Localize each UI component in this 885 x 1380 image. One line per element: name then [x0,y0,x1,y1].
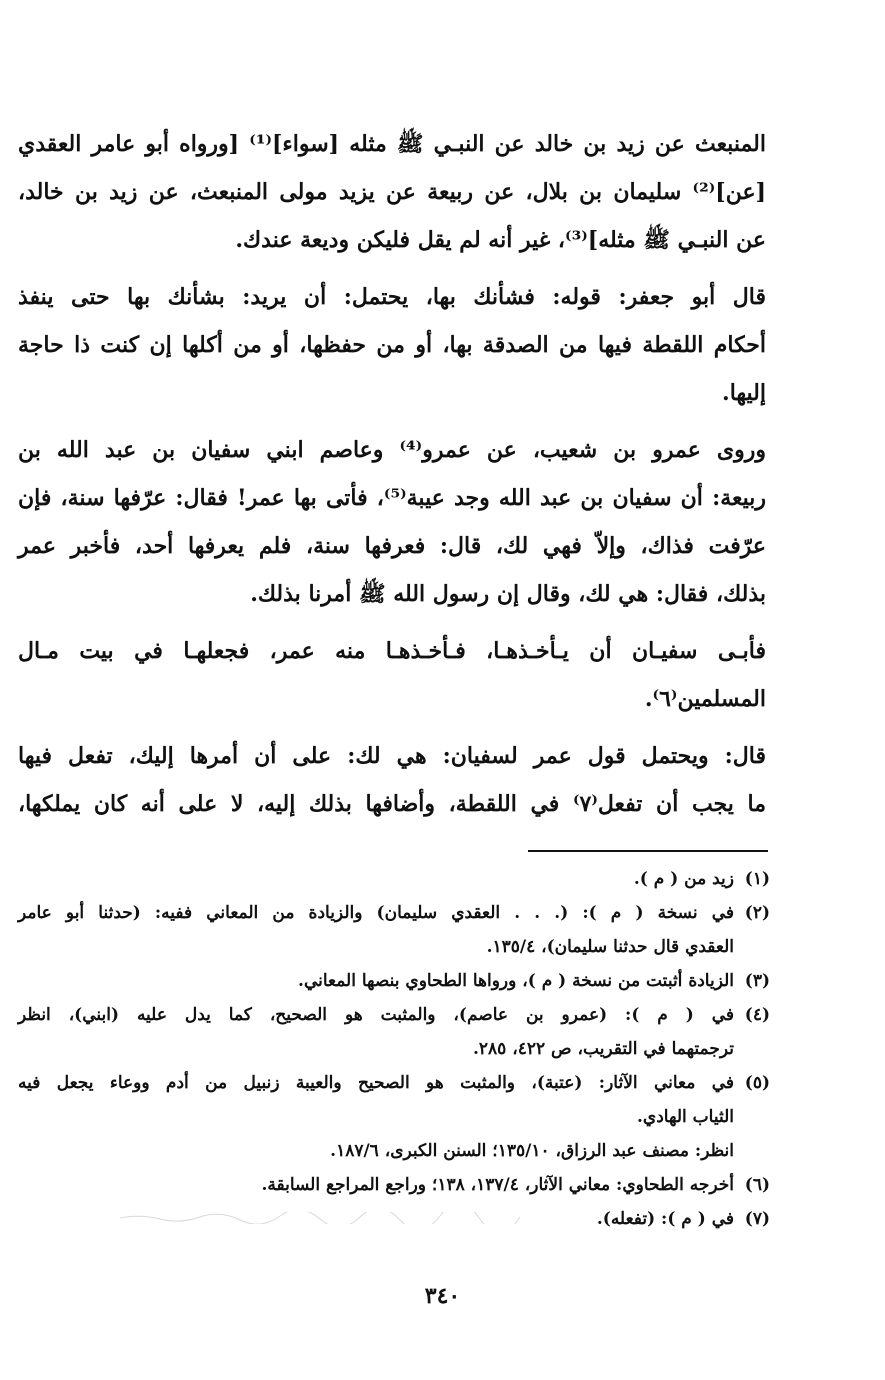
paragraph-3 [18,426,766,618]
main-text [18,120,766,837]
footnote-number: (٢) [744,903,770,923]
footnote-text: في معاني الآثار: (عتبة)، والمثبت هو الصحيح والعيبة زنبيل من أدم ووعاء يجعل فيه [18,1073,734,1093]
footnote-text: الزيادة أثبتت من نسخة ( م )، ورواها الطحاوي بنصها المعاني. [298,971,734,991]
paragraph-4 [18,627,766,723]
footnote-2 [18,896,770,964]
text-line: عن النبـي ﷺ مثله]⁽³⁾، غير أنه لم يقل فليكن وديعة عندك. [235,227,766,253]
footnote-text: أخرجه الطحاوي: معاني الآثار، ١٣٧/٤، ١٣٨؛ وراجع المراجع السابقة. [261,1175,734,1195]
footnote-1 [18,862,770,896]
text-line: أحكام اللقطة فيها من الصدقة بها، أو من حفظها، أو من أكلها إن كنت ذا حاجة [18,332,766,358]
text-line: ربيعة: أن سفيان بن عبد الله وجد عيبة⁽⁵⁾، فأتى بها عمر! فقال: عرّفها سنة، فإن [18,485,766,511]
footnote-6 [18,1168,770,1202]
footnote-number: (١) [744,869,770,889]
text-line: ما يجب أن تفعل⁽٧⁾ في اللقطة، وأضافها بذلك إليه، لا على أنه كان يملكها، [18,791,766,817]
text-line: المسلمين⁽٦⁾. [644,686,766,712]
page-number: ٣٤٠ [424,1283,461,1309]
footnote-3 [18,964,770,998]
footnote-number: (٥) [744,1073,770,1093]
text-line: إليها. [722,380,766,406]
text-line: قال: ويحتمل قول عمر لسفيان: هي لك: على أن أمرها إليك، تفعل فيها [18,743,766,769]
text-line: وروى عمرو بن شعيب، عن عمرو⁽⁴⁾ وعاصم ابني سفيان بن عبد الله بن [18,437,766,463]
text-line: قال أبو جعفر: قوله: فشأنك بها، يحتمل: أن يريد: بشأنك بها حتى ينفذ [18,284,766,310]
text-line: بذلك، فقال: هي لك، وقال إن رسول الله ﷺ أمرنا بذلك. [250,581,766,607]
text-line: [عن]⁽²⁾ سليمان بن بلال، عن ربيعة عن يزيد مولى المنبعث، عن زيد بن خالد، [18,179,766,205]
footnotes [18,862,770,1236]
footnote-number: (٤) [744,1005,770,1025]
footnote-text: الثياب الهادي. [637,1107,734,1127]
paragraph-5 [18,732,766,828]
footnote-text: زيد من ( م ). [633,869,734,889]
text-line: المنبعث عن زيد بن خالد عن النبـي ﷺ مثله [سواء]⁽¹⁾ [ورواه أبو عامر العقدي [18,131,766,157]
footnote-text: في ( م ): (تفعله). [596,1209,734,1229]
footnote-4 [18,998,770,1066]
paragraph-2 [18,273,766,417]
paragraph-1 [18,120,766,264]
text-line: فأبـى سفيـان أن يـأخـذهـا، فـأخـذهـا منه عمر، فجعلهـا في بيت مـال [18,638,766,664]
footnote-number: (٦) [744,1175,770,1195]
footnote-5 [18,1066,770,1168]
footnote-text: في ( م ): (عمرو بن عاصم)، والمثبت هو الصحيح، كما يدل عليه (ابني)، انظر [18,1005,734,1025]
footnote-number: (٣) [744,971,770,991]
footnote-text: انظر: مصنف عبد الرزاق، ١٣٥/١٠؛ السنن الكبرى، ١٨٧/٦. [330,1141,734,1161]
text-line: عرّفت فذاك، وإلاّ فهي لك، قال: فعرفها سنة، فلم يعرفها أحد، فأخبر عمر [18,533,766,559]
footnote-separator [528,850,768,852]
footnote-number: (٧) [744,1209,770,1229]
footnote-text: ترجمتهما في التقريب، ص ٤٢٢، ٢٨٥. [472,1039,734,1059]
scan-noise [120,1212,540,1224]
footnote-text: في نسخة ( م ): (. . . العقدي سليمان) والزيادة من المعاني ففيه: (حدثنا أبو عامر [18,903,734,923]
footnote-text: العقدي قال حدثنا سليمان)، ١٣٥/٤. [486,937,734,957]
